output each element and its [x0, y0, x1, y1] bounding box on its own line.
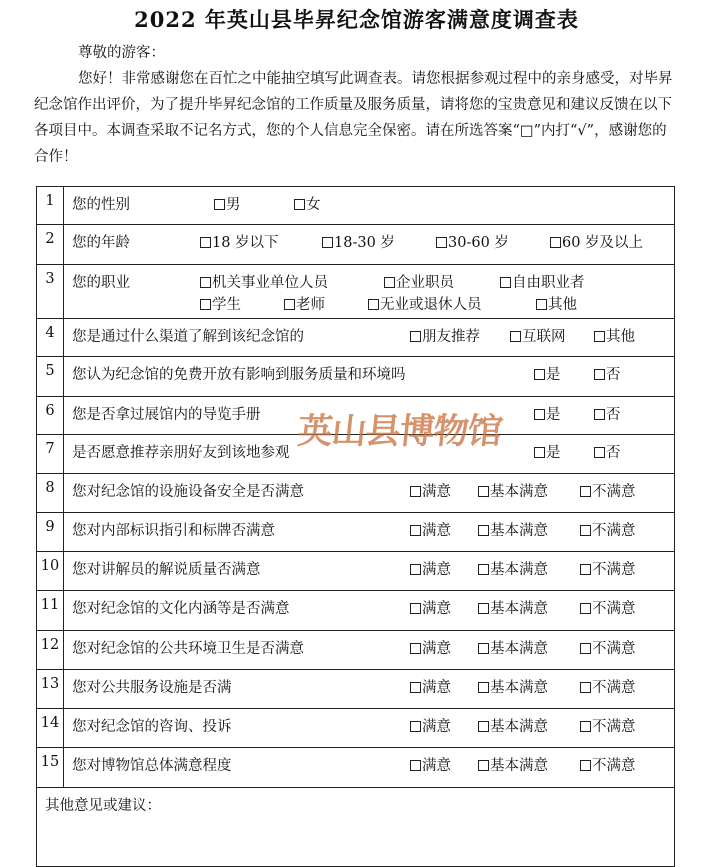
answer-option[interactable]: [580, 676, 636, 697]
checkbox-icon[interactable]: [580, 643, 591, 654]
question-number: 13: [37, 670, 64, 709]
answer-option[interactable]: [594, 325, 635, 346]
answer-option[interactable]: [536, 293, 577, 314]
option-label: 其他: [548, 297, 577, 313]
question-text: 您对纪念馆的公共环境卫生是否满意: [72, 641, 304, 657]
checkbox-icon[interactable]: [294, 199, 305, 210]
checkbox-icon[interactable]: [478, 525, 489, 536]
checkbox-icon[interactable]: [580, 603, 591, 614]
question-number: 3: [37, 265, 64, 319]
question-cell: [64, 591, 675, 631]
checkbox-icon[interactable]: [368, 299, 379, 310]
question-text: 您对内部标识指引和标牌否满意: [72, 523, 275, 539]
option-label: 满意: [422, 562, 451, 578]
answer-option[interactable]: [510, 325, 566, 346]
question-row: [37, 513, 675, 552]
question-cell: [64, 474, 675, 513]
checkbox-icon[interactable]: [478, 760, 489, 771]
option-label: 满意: [422, 601, 451, 617]
option-label: 满意: [422, 680, 451, 696]
question-text: 您对博物馆总体满意程度: [72, 758, 232, 774]
answer-option[interactable]: [580, 754, 636, 775]
option-label: 不满意: [592, 484, 636, 500]
answer-option[interactable]: [410, 558, 451, 579]
answer-option[interactable]: [500, 271, 585, 292]
checkbox-icon[interactable]: [410, 603, 421, 614]
question-row: [37, 319, 675, 357]
option-label: 机关事业单位人员: [212, 275, 328, 291]
checkbox-icon[interactable]: [200, 277, 211, 288]
option-label: 否: [606, 367, 621, 383]
question-row: [37, 748, 675, 788]
checkbox-icon[interactable]: [580, 760, 591, 771]
answer-option[interactable]: [534, 441, 561, 462]
answer-option[interactable]: [478, 480, 548, 501]
option-label: 满意: [422, 719, 451, 735]
checkbox-icon[interactable]: [580, 682, 591, 693]
option-label: 不满意: [592, 719, 636, 735]
question-cell: [64, 631, 675, 670]
answer-option[interactable]: [534, 363, 561, 384]
other-comments-field[interactable]: [37, 788, 675, 867]
checkbox-icon[interactable]: [594, 409, 605, 420]
question-text: 您是否拿过展馆内的导览手册: [72, 407, 261, 423]
survey-table: [36, 186, 675, 867]
question-row: [37, 474, 675, 513]
checkbox-icon[interactable]: [534, 447, 545, 458]
option-label: 否: [606, 407, 621, 423]
answer-option[interactable]: [410, 637, 451, 658]
question-number: 7: [37, 435, 64, 474]
answer-option[interactable]: [200, 293, 241, 314]
answer-option[interactable]: [410, 519, 451, 540]
museum-watermark: 英山县博物馆: [295, 411, 504, 452]
option-label: 不满意: [592, 523, 636, 539]
question-row: [37, 552, 675, 591]
answer-option[interactable]: [478, 676, 548, 697]
answer-option[interactable]: [594, 363, 621, 384]
checkbox-icon[interactable]: [410, 760, 421, 771]
option-label: 是: [546, 407, 561, 423]
question-number: 11: [37, 591, 64, 631]
question-cell: [64, 513, 675, 552]
checkbox-icon[interactable]: [594, 369, 605, 380]
option-label: 互联网: [522, 329, 566, 345]
answer-option[interactable]: [478, 754, 548, 775]
question-number: 10: [37, 552, 64, 591]
answer-option[interactable]: [478, 558, 548, 579]
checkbox-icon[interactable]: [284, 299, 295, 310]
answer-option[interactable]: [580, 480, 636, 501]
question-row: [37, 357, 675, 397]
checkbox-icon[interactable]: [200, 237, 211, 248]
question-number: 1: [37, 187, 64, 225]
option-label: 不满意: [592, 680, 636, 696]
answer-option[interactable]: [294, 193, 321, 214]
survey-title: 2022 年英山县毕昇纪念馆游客满意度调查表: [134, 7, 579, 32]
intro-section: [34, 40, 674, 170]
answer-option[interactable]: [580, 715, 636, 736]
question-text: 是否愿意推荐亲朋好友到该地参观: [72, 445, 290, 461]
option-label: 18-30 岁: [334, 235, 395, 251]
answer-option[interactable]: [594, 403, 621, 424]
answer-option[interactable]: [410, 480, 451, 501]
question-cell: [64, 187, 675, 225]
option-label: 基本满意: [490, 680, 548, 696]
checkbox-icon[interactable]: [534, 369, 545, 380]
answer-option[interactable]: [478, 519, 548, 540]
checkbox-icon[interactable]: [410, 721, 421, 732]
intro-paragraph: 您好！非常感谢您在百忙之中能抽空填写此调查表。请您根据参观过程中的亲身感受，对毕昇纪念馆作出评价，为了提升毕昇纪念馆的工作质量及服务质量，请将您的宝贵意见和建议反馈在以下各项目中。本调查采取不记名方式，您的个人信息完全保密。请在所选答案“□”内打“√”，感谢您的合作！: [34, 71, 673, 165]
checkbox-icon[interactable]: [580, 525, 591, 536]
question-row: [37, 591, 675, 631]
question-row: [37, 187, 675, 225]
option-label: 女: [306, 197, 321, 213]
option-label: 不满意: [592, 758, 636, 774]
checkbox-icon[interactable]: [322, 237, 333, 248]
option-label: 是: [546, 445, 561, 461]
option-label: 基本满意: [490, 523, 548, 539]
answer-option[interactable]: [478, 715, 548, 736]
question-text: 您对纪念馆的设施设备安全是否满意: [72, 484, 304, 500]
checkbox-icon[interactable]: [410, 525, 421, 536]
question-number: 8: [37, 474, 64, 513]
question-cell: [64, 552, 675, 591]
answer-option[interactable]: [478, 597, 548, 618]
option-label: 基本满意: [490, 641, 548, 657]
question-text: 您的性别: [72, 197, 130, 213]
option-label: 无业或退休人员: [380, 297, 482, 313]
checkbox-icon[interactable]: [410, 486, 421, 497]
option-label: 基本满意: [490, 484, 548, 500]
checkbox-icon[interactable]: [384, 277, 395, 288]
option-label: 满意: [422, 758, 451, 774]
option-label: 60 岁及以上: [562, 235, 644, 251]
question-row: [37, 265, 675, 319]
option-label: 基本满意: [490, 562, 548, 578]
question-cell: [64, 319, 675, 357]
question-number: 4: [37, 319, 64, 357]
question-number: 14: [37, 709, 64, 748]
option-label: 否: [606, 445, 621, 461]
greeting-text: 尊敬的游客：: [78, 45, 165, 61]
question-row: [37, 670, 675, 709]
answer-option[interactable]: [550, 231, 643, 252]
checkbox-icon[interactable]: [500, 277, 511, 288]
question-cell: [64, 748, 675, 788]
question-text: 您是通过什么渠道了解到该纪念馆的: [72, 329, 304, 345]
option-label: 是: [546, 367, 561, 383]
option-label: 基本满意: [490, 758, 548, 774]
answer-option[interactable]: [436, 231, 509, 252]
answer-option[interactable]: [200, 231, 279, 252]
other-comments-label: 其他意见或建议：: [45, 798, 161, 814]
option-label: 企业职员: [396, 275, 454, 291]
answer-option[interactable]: [580, 558, 636, 579]
question-text: 您的职业: [72, 275, 130, 291]
other-comments-row: [37, 788, 675, 867]
option-label: 其他: [606, 329, 635, 345]
checkbox-icon[interactable]: [200, 299, 211, 310]
checkbox-icon[interactable]: [536, 299, 547, 310]
option-label: 老师: [296, 297, 325, 313]
question-number: 5: [37, 357, 64, 397]
checkbox-icon[interactable]: [410, 682, 421, 693]
checkbox-icon[interactable]: [478, 603, 489, 614]
option-label: 不满意: [592, 601, 636, 617]
option-label: 18 岁以下: [212, 235, 279, 251]
answer-option[interactable]: [478, 637, 548, 658]
checkbox-icon[interactable]: [478, 486, 489, 497]
question-cell: [64, 709, 675, 748]
question-number: 9: [37, 513, 64, 552]
answer-option[interactable]: [410, 676, 451, 697]
answer-option[interactable]: [580, 597, 636, 618]
option-label: 满意: [422, 523, 451, 539]
answer-option[interactable]: [410, 597, 451, 618]
checkbox-icon[interactable]: [594, 447, 605, 458]
checkbox-icon[interactable]: [478, 643, 489, 654]
checkbox-icon[interactable]: [534, 409, 545, 420]
checkbox-icon[interactable]: [478, 564, 489, 575]
option-label: 朋友推荐: [422, 329, 480, 345]
answer-option[interactable]: [410, 325, 480, 346]
question-text: 您对讲解员的解说质量否满意: [72, 562, 261, 578]
answer-option[interactable]: [368, 293, 482, 314]
checkbox-icon[interactable]: [410, 564, 421, 575]
checkbox-icon[interactable]: [580, 721, 591, 732]
checkbox-icon[interactable]: [580, 564, 591, 575]
option-label: 学生: [212, 297, 241, 313]
checkbox-icon[interactable]: [580, 486, 591, 497]
question-number: 12: [37, 631, 64, 670]
checkbox-icon[interactable]: [410, 331, 421, 342]
question-number: 6: [37, 397, 64, 435]
question-cell: [64, 265, 675, 319]
option-label: 基本满意: [490, 719, 548, 735]
question-row: [37, 631, 675, 670]
option-label: 不满意: [592, 562, 636, 578]
question-text: 您对纪念馆的咨询、投诉: [72, 719, 232, 735]
question-cell: [64, 225, 675, 265]
answer-option[interactable]: [214, 193, 241, 214]
option-label: 满意: [422, 641, 451, 657]
question-text: 您的年龄: [72, 235, 130, 251]
answer-option[interactable]: [534, 403, 561, 424]
answer-option[interactable]: [200, 271, 328, 292]
checkbox-icon[interactable]: [478, 721, 489, 732]
question-text: 您对公共服务设施是否满: [72, 680, 232, 696]
option-label: 30-60 岁: [448, 235, 509, 251]
checkbox-icon[interactable]: [478, 682, 489, 693]
answer-option[interactable]: [322, 231, 395, 252]
question-number: 2: [37, 225, 64, 265]
checkbox-icon[interactable]: [510, 331, 521, 342]
answer-option[interactable]: [410, 715, 451, 736]
option-label: 自由职业者: [512, 275, 585, 291]
checkbox-icon[interactable]: [214, 199, 225, 210]
answer-option[interactable]: [580, 637, 636, 658]
question-text: 您认为纪念馆的免费开放有影响到服务质量和环境吗: [72, 367, 406, 383]
question-number: 15: [37, 748, 64, 788]
option-label: 满意: [422, 484, 451, 500]
answer-option[interactable]: [284, 293, 325, 314]
checkbox-icon[interactable]: [410, 643, 421, 654]
answer-option[interactable]: [384, 271, 454, 292]
question-cell: [64, 357, 675, 397]
answer-option[interactable]: [410, 754, 451, 775]
question-cell: [64, 670, 675, 709]
option-label: 不满意: [592, 641, 636, 657]
checkbox-icon[interactable]: [436, 237, 447, 248]
answer-option[interactable]: [594, 441, 621, 462]
checkbox-icon[interactable]: [594, 331, 605, 342]
checkbox-icon[interactable]: [550, 237, 561, 248]
question-row: [37, 709, 675, 748]
option-label: 基本满意: [490, 601, 548, 617]
question-row: [37, 225, 675, 265]
option-label: 男: [226, 197, 241, 213]
question-text: 您对纪念馆的文化内涵等是否满意: [72, 601, 290, 617]
answer-option[interactable]: [580, 519, 636, 540]
